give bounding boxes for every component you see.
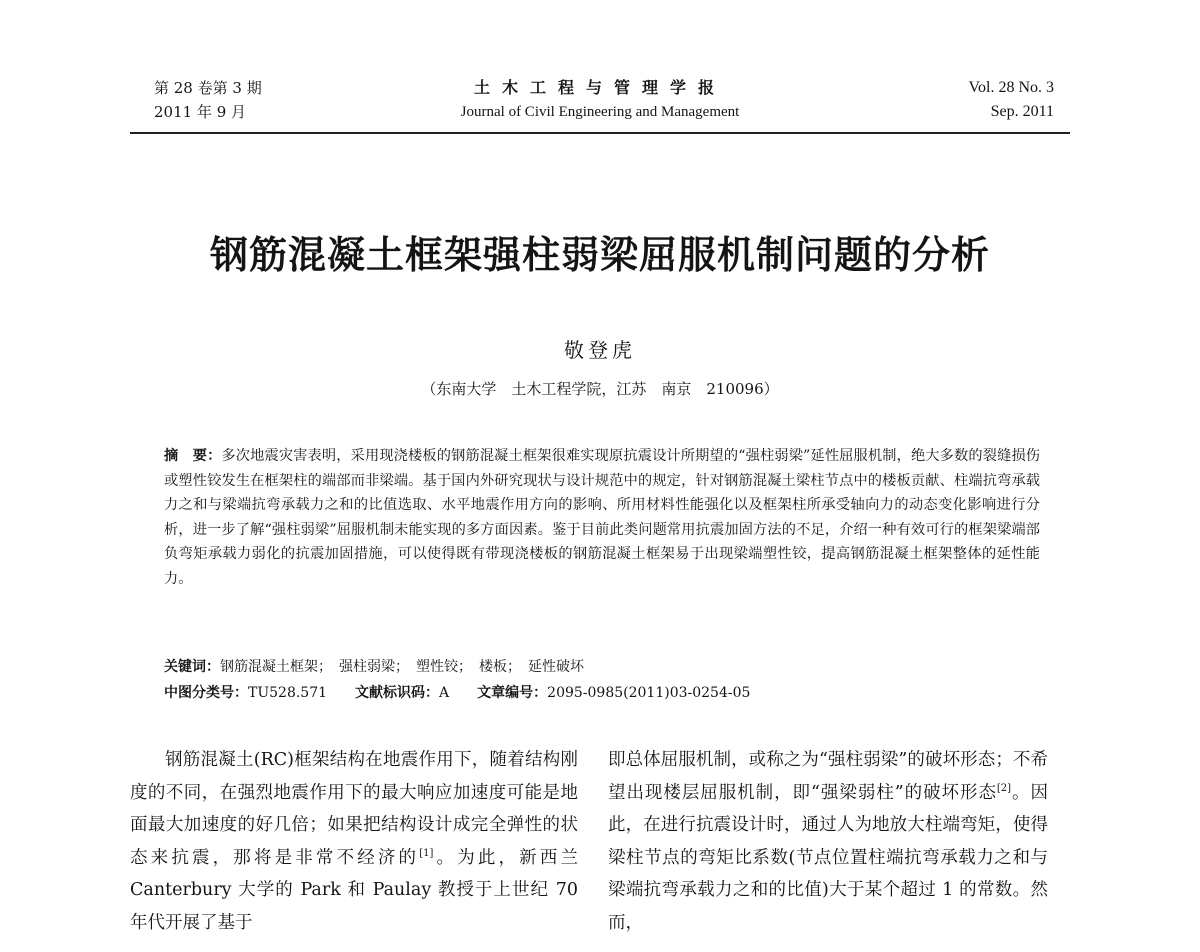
header-center — [430, 76, 770, 124]
journal-name-cn: 土木工程与管理学报 — [473, 78, 726, 97]
header-right — [969, 76, 1055, 124]
author-affiliation: （东南大学 土木工程学院，江苏 南京 210096） — [421, 380, 779, 398]
body-left-column — [130, 744, 578, 939]
volume-issue-cn: 第 28 卷第 3 期 — [154, 79, 262, 97]
keywords-label: 关键词： — [164, 659, 220, 675]
body-text: 。因此，在进行抗震设计时，通过人为地放大柱端弯矩，使得梁柱节点的弯矩比系数(节点位置柱端抗弯承载力之和与梁端抗弯承载力之和的比值)大于某个超过 1 的常数。然而， — [608, 782, 1048, 933]
body-text: 即总体屈服机制，或称之为“强柱弱梁”的破坏形态；不希望出现楼层屈服机制，即“强梁弱柱”的破坏形态 — [608, 750, 1048, 803]
header-divider — [130, 132, 1070, 134]
keywords-line — [164, 656, 584, 678]
keywords-list: 钢筋混凝土框架； 强柱弱梁； 塑性铰； 楼板； 延性破坏 — [220, 659, 584, 675]
article-no-label: 文章编号： — [477, 685, 548, 701]
journal-name-en: Journal of Civil Engineering and Management — [460, 104, 740, 120]
citation-ref[interactable]: [1] — [419, 847, 434, 859]
body-text: 钢筋混凝土(RC)框架结构在地震作用下，随着结构刚度的不同，在强烈地震作用下的最大响应加速度可能是地面最大加速度的好几倍；如果把结构设计成完全弹性的状态来抗震，那将是非常不经济的 — [130, 750, 578, 868]
citation-ref[interactable]: [2] — [996, 782, 1012, 794]
abstract-label: 摘 要： — [164, 448, 222, 464]
date-cn: 2011 年 9 月 — [154, 103, 247, 121]
running-header — [130, 76, 1070, 132]
clc-label: 中图分类号： — [164, 685, 248, 701]
body-right-column — [608, 744, 1048, 939]
article-no-value: 2095-0985(2011)03-0254-05 — [547, 685, 751, 701]
date-en: Sep. 2011 — [990, 103, 1054, 120]
abstract-text: 多次地震灾害表明，采用现浇楼板的钢筋混凝土框架很难实现原抗震设计所期望的“强柱弱梁”延性屈服机制，绝大多数的裂缝损伤或塑性铰发生在框架柱的端部而非梁端。基于国内外研究现状与设计规范中的规定，针对钢筋混凝土梁柱节点中的楼板贡献、柱端抗弯承载力之和与梁端抗弯承载力之和的比值选取、水平地震作用方向的影响、所用材料性能强化以及框架柱所承受轴向力的动态变化影响进行分析，进一步了解“强柱弱梁”屈服机制未能实现的多方面因素。鉴于目前此类问题常用抗震加固方法的不足，介绍一种有效可行的框架梁端部负弯矩承载力弱化的抗震加固措施，可以使得既有带现浇楼板的钢筋混凝土框架易于出现梁端塑性铰，提高钢筋混凝土框架整体的延性能力。 — [164, 448, 1040, 587]
classification-line — [164, 682, 750, 704]
article-author: 敬登虎 — [564, 338, 636, 362]
clc-value: TU528.571 — [248, 685, 328, 701]
volume-issue-en: Vol. 28 No. 3 — [968, 79, 1054, 96]
header-left — [154, 76, 262, 124]
doc-code-value: A — [439, 685, 450, 701]
article-title: 钢筋混凝土框架强柱弱梁屈服机制问题的分析 — [209, 233, 990, 277]
body-text: 。为此，新西兰 Canterbury 大学的 Park 和 Paulay 教授于上世纪 70 年代开展了基于 — [130, 847, 578, 933]
abstract — [164, 444, 1040, 591]
doc-code-label: 文献标识码： — [355, 685, 440, 701]
